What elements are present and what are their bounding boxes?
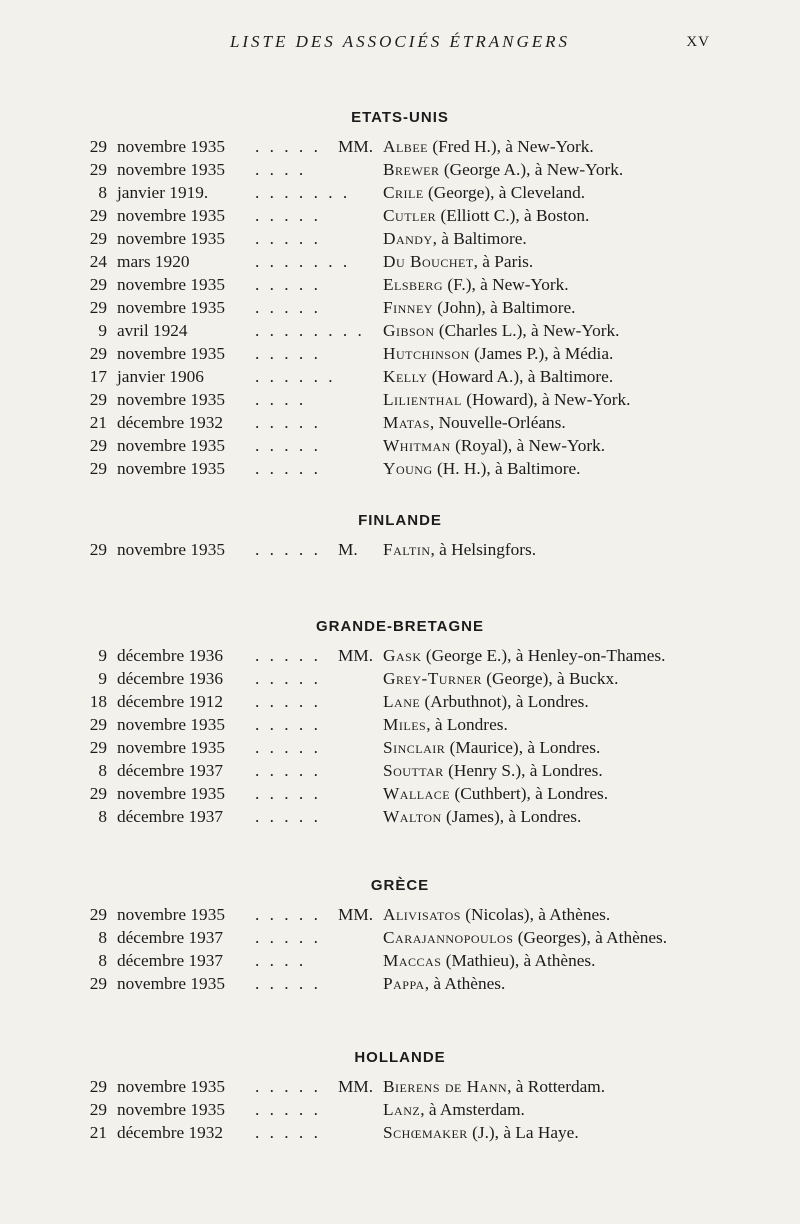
entry-text: [383, 972, 505, 995]
member-name: Brewer: [383, 160, 440, 179]
entry-text: [383, 667, 618, 690]
entry-text: [383, 759, 603, 782]
member-name: Whitman: [383, 436, 451, 455]
entry-date: décembre 1932: [117, 413, 224, 432]
entry-day: 29: [89, 738, 107, 757]
entry-date: décembre 1936: [117, 669, 224, 688]
entry-text: [383, 690, 589, 713]
entry-date: novembre 1935: [117, 229, 225, 248]
entry-date: décembre 1912: [117, 692, 224, 711]
section-title: GRÈCE: [370, 877, 430, 894]
member-details: (George), à Cleveland.: [428, 183, 586, 202]
section-finlande: [0, 506, 800, 561]
entry-day: 29: [89, 436, 107, 455]
list-item: [0, 667, 800, 690]
list-item: [0, 181, 800, 204]
list-item: [0, 457, 800, 480]
entry-date: novembre 1935: [117, 715, 225, 734]
member-name: Hutchinson: [383, 344, 470, 363]
member-name: Elsberg: [383, 275, 444, 294]
member-details: (J.), à La Haye.: [472, 1123, 579, 1142]
entry-text: [383, 926, 667, 949]
list-item: [0, 158, 800, 181]
dot-leader: . . . . .: [255, 1100, 321, 1119]
entry-day: 29: [89, 229, 107, 248]
entry-day: 29: [89, 390, 107, 409]
entry-list: [0, 135, 800, 480]
entry-text: [383, 457, 580, 480]
dot-leader: . . . .: [255, 160, 307, 179]
entry-date: janvier 1906: [117, 367, 204, 386]
entry-day: 8: [98, 761, 107, 780]
entry-date: novembre 1935: [117, 436, 225, 455]
member-details: (Howard), à New-York.: [466, 390, 631, 409]
entry-date: novembre 1935: [117, 459, 225, 478]
section-title: GRANDE-BRETAGNE: [315, 618, 485, 635]
member-details: , à Londres.: [426, 715, 508, 734]
dot-leader: . . . . .: [255, 807, 321, 826]
list-item: [0, 644, 800, 667]
list-item: [0, 434, 800, 457]
dot-leader: . . . . .: [255, 928, 321, 947]
entry-day: 8: [98, 928, 107, 947]
list-item: [0, 1075, 800, 1098]
entry-list: [0, 538, 800, 561]
entry-date: décembre 1937: [117, 761, 224, 780]
member-name: Finney: [383, 298, 433, 317]
dot-leader: . . . . .: [255, 540, 321, 559]
list-item: [0, 690, 800, 713]
section-etats-unis: [0, 103, 800, 480]
entry-text: [383, 411, 566, 434]
member-name: Carajannopoulos: [383, 928, 514, 947]
dot-leader: . . . . .: [255, 646, 321, 665]
entry-day: 29: [89, 344, 107, 363]
member-name: Walton: [383, 807, 442, 826]
list-item: [0, 273, 800, 296]
member-details: , à Baltimore.: [432, 229, 527, 248]
entry-text: [383, 805, 581, 828]
entry-day: 17: [89, 367, 107, 386]
entry-text: [383, 319, 619, 342]
dot-leader: . . . . . .: [255, 367, 336, 386]
member-name: Schœmaker: [383, 1123, 468, 1142]
member-name: Alivisatos: [383, 905, 461, 924]
dot-leader: . . . . .: [255, 669, 321, 688]
entry-day: 29: [89, 298, 107, 317]
member-name: Gask: [383, 646, 422, 665]
entry-day: 24: [89, 252, 107, 271]
entry-date: novembre 1935: [117, 206, 225, 225]
member-details: (John), à Baltimore.: [437, 298, 576, 317]
member-details: (George A.), à New-York.: [443, 160, 624, 179]
page-number: XV: [686, 34, 710, 50]
entry-text: [383, 250, 533, 273]
member-name: Gibson: [383, 321, 435, 340]
member-name: Cutler: [383, 206, 437, 225]
dot-leader: . . . . .: [255, 436, 321, 455]
entry-day: 29: [89, 459, 107, 478]
member-name: Miles: [383, 715, 427, 734]
member-name: Albee: [383, 137, 428, 156]
entry-day: 9: [98, 321, 107, 340]
entry-list: [0, 903, 800, 995]
member-details: (James P.), à Média.: [474, 344, 614, 363]
entry-text: [383, 135, 594, 158]
list-item: [0, 736, 800, 759]
entry-date: avril 1924: [117, 321, 188, 340]
page-title: LISTE DES ASSOCIÉS ÉTRANGERS: [229, 32, 571, 51]
entry-text: [383, 736, 600, 759]
entry-text: [383, 1075, 605, 1098]
entry-text: [383, 181, 585, 204]
entry-day: 21: [89, 413, 107, 432]
list-item: [0, 296, 800, 319]
list-item: [0, 949, 800, 972]
entry-text: [383, 713, 508, 736]
member-name: Wallace: [383, 784, 451, 803]
member-name: Bierens de Hann: [383, 1077, 508, 1096]
member-details: (Georges), à Athènes.: [517, 928, 668, 947]
entry-text: [383, 1121, 579, 1144]
member-details: , à Paris.: [473, 252, 534, 271]
entry-day: 8: [98, 183, 107, 202]
entry-day: 29: [89, 905, 107, 924]
entry-date: novembre 1935: [117, 784, 225, 803]
member-details: (Maurice), à Londres.: [449, 738, 601, 757]
entry-day: 29: [89, 784, 107, 803]
member-details: , à Helsingfors.: [430, 540, 537, 559]
member-details: (George E.), à Henley-on-Thames.: [425, 646, 666, 665]
member-details: (Howard A.), à Baltimore.: [431, 367, 614, 386]
member-details: (Arbuthnot), à Londres.: [424, 692, 589, 711]
dot-leader: . . . . .: [255, 459, 321, 478]
entry-date: novembre 1935: [117, 1100, 225, 1119]
entry-date: décembre 1937: [117, 807, 224, 826]
entry-text: [383, 342, 613, 365]
member-details: , à Amsterdam.: [420, 1100, 525, 1119]
dot-leader: . . . . .: [255, 229, 321, 248]
member-name: Lane: [383, 692, 421, 711]
running-head: [0, 32, 800, 56]
member-name: Young: [383, 459, 433, 478]
member-name: Maccas: [383, 951, 442, 970]
entry-date: novembre 1935: [117, 344, 225, 363]
member-details: (F.), à New-York.: [447, 275, 569, 294]
dot-leader: . . . . .: [255, 715, 321, 734]
dot-leader: . . . . . . . .: [255, 321, 365, 340]
entry-text: [383, 204, 589, 227]
list-item: [0, 759, 800, 782]
entry-day: 21: [89, 1123, 107, 1142]
member-name: Du Bouchet: [383, 252, 474, 271]
member-details: , à Athènes.: [424, 974, 506, 993]
member-details: (Elliott C.), à Boston.: [440, 206, 590, 225]
member-details: (James), à Londres.: [445, 807, 582, 826]
list-item: [0, 227, 800, 250]
section-title: ETATS-UNIS: [351, 109, 449, 126]
entry-date: novembre 1935: [117, 137, 225, 156]
entry-date: décembre 1937: [117, 951, 224, 970]
entry-date: décembre 1937: [117, 928, 224, 947]
dot-leader: . . . . .: [255, 275, 321, 294]
entry-date: novembre 1935: [117, 540, 225, 559]
entry-day: 18: [89, 692, 107, 711]
member-name: Matas: [383, 413, 430, 432]
member-name: Grey-Turner: [383, 669, 482, 688]
entry-date: novembre 1935: [117, 275, 225, 294]
dot-leader: . . . . .: [255, 206, 321, 225]
dot-leader: . . . . .: [255, 1123, 321, 1142]
entry-text: [383, 296, 575, 319]
entry-day: 9: [98, 646, 107, 665]
dot-leader: . . . . .: [255, 137, 321, 156]
entry-text: [383, 158, 623, 181]
entry-day: 29: [89, 206, 107, 225]
dot-leader: . . . . .: [255, 974, 321, 993]
member-details: (Fred H.), à New-York.: [432, 137, 594, 156]
dot-leader: . . . . .: [255, 298, 321, 317]
list-item: [0, 411, 800, 434]
list-item: [0, 538, 800, 561]
dot-leader: . . . .: [255, 951, 307, 970]
list-item: [0, 1121, 800, 1144]
entry-date: novembre 1935: [117, 160, 225, 179]
entry-date: décembre 1932: [117, 1123, 224, 1142]
dot-leader: . . . . .: [255, 692, 321, 711]
member-details: (George), à Buckx.: [486, 669, 619, 688]
list-item: [0, 782, 800, 805]
member-name: Pappa: [383, 974, 425, 993]
entry-text: [383, 903, 610, 926]
entry-day: 9: [98, 669, 107, 688]
entry-text: [383, 644, 665, 667]
entry-day: 29: [89, 540, 107, 559]
list-item: [0, 805, 800, 828]
entry-day: 29: [89, 715, 107, 734]
list-item: [0, 135, 800, 158]
entry-text: [383, 949, 595, 972]
member-details: (Charles L.), à New-York.: [438, 321, 620, 340]
entry-prefix: MM.: [338, 905, 374, 924]
dot-leader: . . . . . . .: [255, 252, 351, 271]
entry-date: novembre 1935: [117, 298, 225, 317]
entry-date: décembre 1936: [117, 646, 224, 665]
list-item: [0, 250, 800, 273]
entry-date: novembre 1935: [117, 738, 225, 757]
member-details: (Nicolas), à Athènes.: [465, 905, 611, 924]
entry-prefix: MM.: [338, 646, 374, 665]
entry-text: [383, 434, 605, 457]
member-details: (Henry S.), à Londres.: [448, 761, 603, 780]
dot-leader: . . . . .: [255, 344, 321, 363]
list-item: [0, 926, 800, 949]
dot-leader: . . . . .: [255, 413, 321, 432]
dot-leader: . . . . .: [255, 1077, 321, 1096]
entry-text: [383, 782, 608, 805]
member-details: (Royal), à New-York.: [455, 436, 606, 455]
list-item: [0, 903, 800, 926]
dot-leader: . . . .: [255, 390, 307, 409]
section-grande-bretagne: [0, 612, 800, 828]
list-item: [0, 388, 800, 411]
entry-prefix: MM.: [338, 137, 374, 156]
section-title: FINLANDE: [358, 512, 442, 529]
entry-date: janvier 1919.: [117, 183, 209, 202]
entry-date: novembre 1935: [117, 390, 225, 409]
section-title: HOLLANDE: [354, 1049, 446, 1066]
list-item: [0, 972, 800, 995]
entry-prefix: MM.: [338, 1077, 374, 1096]
entry-day: 29: [89, 275, 107, 294]
section-grece: [0, 871, 800, 995]
dot-leader: . . . . .: [255, 761, 321, 780]
entry-text: [383, 365, 613, 388]
entry-prefix: M.: [338, 540, 358, 559]
list-item: [0, 713, 800, 736]
entry-day: 29: [89, 160, 107, 179]
member-name: Kelly: [383, 367, 428, 386]
member-details: (Mathieu), à Athènes.: [445, 951, 596, 970]
list-item: [0, 365, 800, 388]
entry-date: mars 1920: [117, 252, 190, 271]
dot-leader: . . . . .: [255, 784, 321, 803]
entry-day: 29: [89, 1077, 107, 1096]
list-item: [0, 204, 800, 227]
list-item: [0, 342, 800, 365]
section-hollande: [0, 1043, 800, 1144]
entry-date: novembre 1935: [117, 905, 225, 924]
dot-leader: . . . . . . .: [255, 183, 351, 202]
entry-day: 29: [89, 1100, 107, 1119]
list-item: [0, 319, 800, 342]
entry-date: novembre 1935: [117, 974, 225, 993]
list-item: [0, 1098, 800, 1121]
member-name: Lilienthal: [383, 390, 462, 409]
member-name: Faltin: [383, 540, 431, 559]
entry-list: [0, 644, 800, 828]
member-name: Crile: [383, 183, 424, 202]
member-details: (Cuthbert), à Londres.: [454, 784, 609, 803]
member-name: Sinclair: [383, 738, 446, 757]
entry-text: [383, 538, 536, 561]
entry-day: 8: [98, 951, 107, 970]
entry-text: [383, 273, 569, 296]
dot-leader: . . . . .: [255, 738, 321, 757]
entry-text: [383, 227, 527, 250]
entry-text: [383, 388, 631, 411]
entry-date: novembre 1935: [117, 1077, 225, 1096]
entry-text: [383, 1098, 525, 1121]
member-details: (H. H.), à Baltimore.: [436, 459, 581, 478]
entry-list: [0, 1075, 800, 1144]
member-details: , à Rotterdam.: [507, 1077, 606, 1096]
member-details: , Nouvelle-Orléans.: [429, 413, 566, 432]
member-name: Dandy: [383, 229, 433, 248]
entry-day: 29: [89, 137, 107, 156]
dot-leader: . . . . .: [255, 905, 321, 924]
member-name: Souttar: [383, 761, 444, 780]
entry-day: 29: [89, 974, 107, 993]
member-name: Lanz: [383, 1100, 421, 1119]
entry-day: 8: [98, 807, 107, 826]
